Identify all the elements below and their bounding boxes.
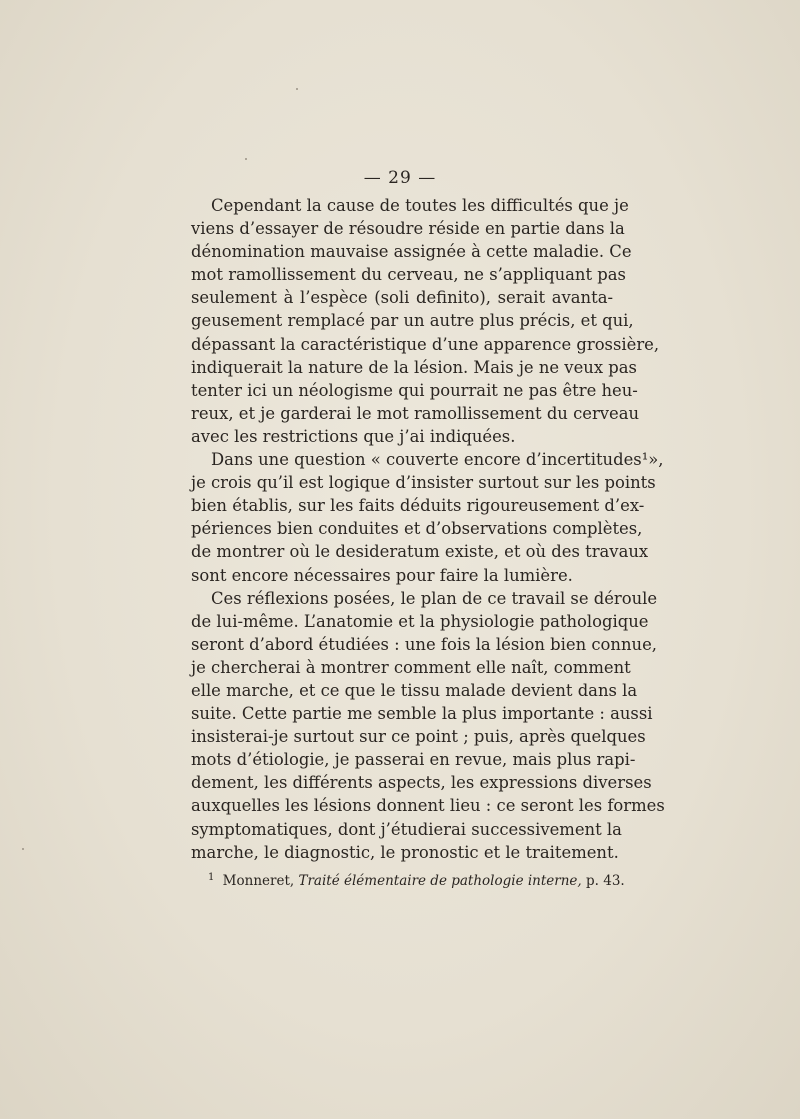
text-line: symptomatiques, dont j’étudierai successivement la xyxy=(191,819,622,839)
text-line: tenter ici un néologisme qui pourrait ne pas être heu- xyxy=(191,380,638,400)
text-line: marche, le diagnostic, le pronostic et le traitement. xyxy=(191,842,619,862)
text-line: reux, et je garderai le mot ramollissement du cerveau xyxy=(191,403,640,423)
text-line: je chercherai à montrer comment elle naît, comment xyxy=(191,657,631,677)
text-line: Dans une question « couverte encore d’incertitudes¹», xyxy=(211,450,664,470)
text-line: Cependant la cause de toutes les difficultés que je xyxy=(211,196,629,215)
text-line: sont encore nécessaires pour faire la lumière. xyxy=(191,565,573,585)
footnote xyxy=(208,872,625,889)
text-line: mots d’étiologie, je passerai en revue, mais plus rapi- xyxy=(191,750,636,770)
paper-speck xyxy=(245,158,247,160)
text-line: je crois qu’il est logique d’insister surtout sur les points xyxy=(191,473,656,493)
text-line: suite. Cette partie me semble la plus importante : aussi xyxy=(191,704,653,724)
text-line: de montrer où le desideratum existe, et où des travaux xyxy=(191,542,649,562)
text-line: seulement à l’espèce (soli definito), serait avanta- xyxy=(191,288,613,308)
text-line: viens d’essayer de résoudre réside en partie dans la xyxy=(191,219,625,239)
text-line: geusement remplacé par un autre plus précis, et qui, xyxy=(191,311,634,331)
text-line: de lui-même. L’anatomie et la physiologie pathologique xyxy=(191,611,649,631)
text-line: dement, les différents aspects, les expressions diverses xyxy=(191,773,652,793)
text-line: insisterai-je surtout sur ce point ; puis, après quelques xyxy=(191,727,646,747)
text-line: elle marche, et ce que le tissu malade devient dans la xyxy=(191,680,638,700)
text-line: avec les restrictions que j’ai indiquées. xyxy=(191,426,516,446)
page-number: — 29 — xyxy=(363,168,437,188)
paper-speck xyxy=(296,88,298,90)
text-line: seront d’abord étudiées : une fois la lésion bien connue, xyxy=(191,634,657,654)
footnote-title: Traité élémentaire de pathologie interne, xyxy=(298,873,582,889)
footnote-author: Monneret, xyxy=(222,873,295,889)
footnote-page: p. 43. xyxy=(586,873,625,889)
text-line: dénomination mauvaise assignée à cette maladie. Ce xyxy=(191,242,632,262)
text-line: indiquerait la nature de la lésion. Mais je ne veux pas xyxy=(191,357,637,377)
text-line: auxquelles les lésions donnent lieu : ce seront les formes xyxy=(191,796,665,816)
text-line: Ces réflexions posées, le plan de ce travail se déroule xyxy=(211,588,658,608)
footnote-number: 1 xyxy=(208,872,215,883)
text-line: mot ramollissement du cerveau, ne s’appliquant pas xyxy=(191,265,626,285)
text-line: bien établis, sur les faits déduits rigoureusement d’ex- xyxy=(191,496,645,516)
text-line: périences bien conduites et d’observations complètes, xyxy=(191,519,643,539)
paper-speck xyxy=(22,848,24,850)
body-text xyxy=(191,194,665,864)
text-line: dépassant la caractéristique d’une apparence grossière, xyxy=(191,334,660,354)
